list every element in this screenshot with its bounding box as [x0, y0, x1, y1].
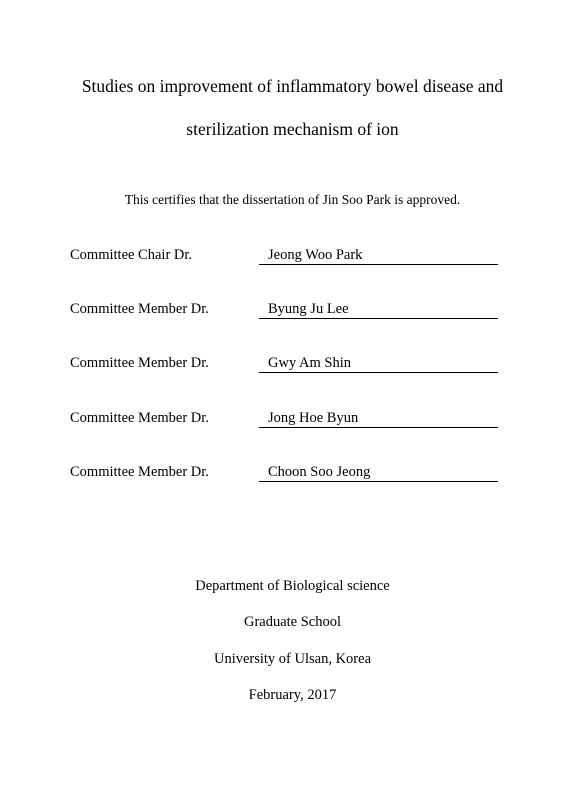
- committee-row-member-1: [70, 300, 510, 322]
- committee-role: Committee Member Dr.: [70, 464, 209, 480]
- committee-row-member-4: [70, 463, 510, 485]
- committee-member-name: Jeong Woo Park: [268, 247, 363, 263]
- signature-line: [259, 354, 498, 373]
- committee-row-member-2: [70, 354, 510, 376]
- dissertation-title-line-2: sterilization mechanism of ion: [186, 119, 399, 139]
- department-name: Department of Biological science: [195, 578, 390, 594]
- committee-role: Committee Member Dr.: [70, 410, 209, 426]
- committee-role: Committee Member Dr.: [70, 301, 209, 317]
- committee-row-member-3: [70, 409, 510, 431]
- committee-member-name: Jong Hoe Byun: [268, 410, 359, 426]
- school-name: Graduate School: [243, 614, 342, 630]
- committee-member-name: Choon Soo Jeong: [268, 464, 371, 480]
- certification-statement: This certifies that the dissertation of Jin Soo Park is approved.: [124, 192, 461, 207]
- committee-member-name: Gwy Am Shin: [268, 355, 351, 371]
- committee-row-chair: [70, 246, 510, 268]
- signature-line: [259, 300, 498, 319]
- committee-member-name: Byung Ju Lee: [268, 301, 349, 317]
- committee-role: Committee Member Dr.: [70, 355, 209, 371]
- signature-line: [259, 463, 498, 482]
- committee-role: Committee Chair Dr.: [70, 247, 193, 263]
- dissertation-title-line-1: Studies on improvement of inflammatory bowel disease and: [81, 76, 504, 96]
- signature-line: [259, 409, 498, 428]
- university-name: University of Ulsan, Korea: [213, 651, 372, 667]
- approval-date: February, 2017: [248, 687, 337, 703]
- signature-line: [259, 246, 498, 265]
